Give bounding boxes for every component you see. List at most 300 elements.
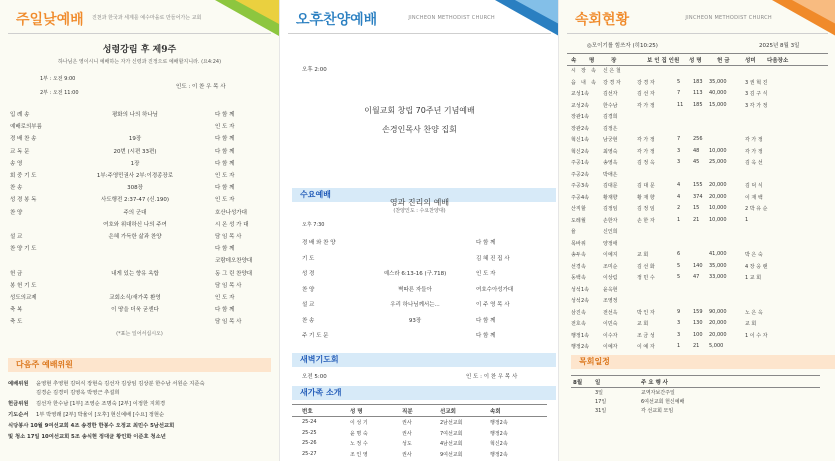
newfamily-row [292,449,547,458]
cell-row [567,111,828,120]
newfamily-cell: 행정2속 [490,451,508,458]
order-label: 송 영 [10,160,23,167]
cell-row-cell: 교성 [571,102,581,109]
wed-label: 주 기 도 문 [302,333,329,339]
order-label: 성 경 봉 독 [10,197,37,204]
newfamily-row [292,417,547,426]
cell-row-cell: 주공 [571,183,581,189]
cell-header-cell: 성미 [745,58,756,64]
cell-row [567,261,828,270]
order-content: 평화의 나의 하나님 [111,112,158,118]
order-row [0,303,279,315]
schedule-row [571,387,820,396]
verse-text: 하나님은 영이시니 예배하는 자가 신령과 진정으로 예배할지니라. (요4:24) [57,59,222,65]
cell-row-cell: 박 은 숙 [745,252,763,258]
cell-title: 속회현황 [575,12,630,28]
cell-row-cell: 45 [693,159,700,165]
cell-row-cell: 각 가 정 [637,102,655,109]
wed-row [280,252,559,264]
cell-row-cell: 속 [591,79,596,86]
cell-row-cell: 1속 [581,160,590,166]
order-row [0,254,279,266]
order-label: 찬 양 기 도 [10,246,37,253]
cell-row-cell: 손 한 자 [637,217,655,224]
church-name: JINCHEON METHODIST CHURCH [408,15,495,21]
cell-row-cell: 159 [693,308,703,315]
cell-row-cell: 2속 [581,298,590,304]
cell-row-cell: 내 [581,79,586,86]
cell-row-cell: 140 [693,262,703,269]
cell-row-cell: 이예지 [603,252,618,258]
prayer-row-1: 1부 박영래 [2부] 박율이 [오후] 현신예배 [수요] 정현순 [36,412,165,418]
cell-row-cell: 3속 [581,183,590,189]
order-who: 코람데오찬양대 [215,258,253,265]
wed-content: 예스라 6:13-16 (구.718) [383,271,447,277]
cell-row [567,180,828,189]
cell-row-cell: 김선자 [603,91,618,97]
newfamily-cell: 윤 명 숙 [350,430,368,437]
newfamily-cell: 25-25 [302,429,317,436]
wed-row [280,298,559,310]
cell-row-cell: 35,000 [709,78,727,85]
wed-label: 찬 송 [302,317,315,324]
cell-row-cell: 15,000 [709,101,727,108]
wed-content: 93장 [408,317,422,324]
cell-row-cell: 최영숙 [603,148,618,155]
cell-row-cell: 주공 [571,171,581,178]
cell-row-cell: 속 [581,263,586,270]
header-divider [288,33,551,34]
cell-header-cell: 헌 금 [717,58,730,64]
offering-label: 헌금위원 [8,401,29,407]
cell-row-cell: 전호 [571,321,581,327]
cell-row-cell: 윤옥현 [603,286,618,293]
order-label: 찬 송 [10,185,23,192]
prayer-row-2: 식당봉사 10월 9여선교회 4조 송경한 한봉수 오정교 최민수 5남선교회 [8,423,175,429]
cell-row-cell: 위 [581,240,586,247]
cell-row-cell: 이 예 자 [637,344,655,350]
cell-row-cell: 40,000 [709,90,727,96]
evening-service-panel [279,0,559,461]
cell-row-cell: 속 [581,252,586,258]
cell-row-cell: 2속 [581,344,590,350]
schedule-header-cell: 8월 [573,380,583,386]
order-row [0,157,279,169]
cell-row-cell: 3 권 혁 진 [745,79,768,86]
cell-row-cell: 교 회 [637,252,649,258]
cell-row-cell: 3 김 구 식 [745,91,768,97]
newfamily-cell: 성도 [402,441,412,447]
newfamily-header [292,404,547,417]
cell-row-cell: 이상림 [603,275,618,281]
offering-committee: 김선자 한수남 [1부] 조영순 조명숙 [2부] 이정한 지희경 [36,401,166,407]
wed-content: 벽따른 자들아 [398,286,432,293]
cell-row-cell: 3 [677,159,681,165]
worship-committee-2: 김경순 김경미 김영옥 박영근 추설희 [36,390,120,396]
order-content: 308장 [127,185,143,192]
cell-row-cell: 4 [677,193,681,200]
order-who: 다 함 께 [215,136,235,143]
order-label: 축 복 [10,307,23,314]
newfamily-cell: 행정2속 [490,430,508,437]
newfamily-cell: 혁신2속 [490,441,508,447]
order-content: 교회소식/새가족 환영 [109,295,161,301]
cell-row-cell: 7 [677,90,681,96]
cell-row-cell: 1 교 회 [745,275,762,281]
evening-time: 오후 2:00 [302,67,327,73]
order-content: 내게 있는 향유 옥합 [111,270,159,277]
church-name: JINCHEON METHODIST CHURCH [685,15,772,21]
cell-row-cell: 조영정 [603,298,618,304]
schedule-row [571,396,820,405]
order-row [0,108,279,120]
cell-row [567,203,828,212]
cell-row-cell: 각 가 정 [637,148,655,155]
schedule-cell: 각 선교회 모임 [641,408,674,414]
wednesday-section-title: 수요예배 [292,188,556,202]
cell-row-cell: 이민숙 [603,321,618,327]
cell-row [567,146,828,155]
cell-row-cell: 5 [677,78,681,85]
worship-committee-label: 예배위원 [8,381,29,387]
order-row [0,267,279,279]
order-row [0,169,279,181]
order-label: 봉 헌 기 도 [10,282,37,289]
cell-row-cell: 35,000 [709,262,727,269]
cell-row-cell: 강 경 자 [637,79,655,86]
newfamily-cell: 권사 [402,451,412,458]
cell-row [567,318,828,327]
prayer-order-label: 기도순서 [8,412,29,418]
sunday-service-panel [0,0,279,461]
order-who: 다 함 께 [215,160,235,167]
cell-row-cell: 할 [581,206,586,212]
schedule-cell: 17일 [595,399,607,405]
cell-row-cell: 신인희 [603,229,618,235]
cell-row-cell: 1속 [581,114,590,120]
cell-row-cell: 김 덕 식 [745,183,763,189]
standing-note: (*표는 일어서십시오) [116,331,163,337]
order-who: 인 도 자 [215,197,235,204]
cell-row-cell: 1속 [581,91,590,97]
order-content: 여호와 위대하신 나의 주여 [103,221,167,228]
schedule-section-title: 목회일정 [571,355,835,369]
schedule-header-cell: 주 요 행 사 [641,380,668,386]
order-row [0,193,279,205]
sunday-subtitle: 진천과 한국과 세계를 예수마을로 만들어가는 교회 [92,15,202,21]
order-who: 다 함 께 [215,148,235,155]
cell-row-cell: 47 [693,274,700,280]
wed-who: 다 함 께 [476,317,496,324]
cell-row-cell: 송두 [571,252,581,258]
order-who: 담 임 목 사 [215,319,242,326]
cell-header-cell: 명 [589,58,595,64]
schedule-cell: 교역자보간주일 [641,390,675,396]
cell-row-cell: 산직 [571,206,581,212]
service-time-2: 2부 : 오전 11:00 [40,90,79,96]
cell-row-cell: 1 [745,216,749,223]
cell-row-cell: 주공 [571,194,581,201]
cell-row-cell: 김정임 [603,206,618,212]
cell-header-cell: 장 [611,58,617,64]
cell-row [567,123,828,132]
cell-row [567,134,828,143]
order-who: 인 도 자 [215,173,235,179]
cell-row-cell: 이 재 백 [745,194,763,201]
cell-row-cell: 2속 [581,148,590,155]
cell-row-cell: 노 은 옥 [745,309,763,316]
order-row [0,242,279,254]
order-row [0,206,279,218]
wed-who: 여호수아성가대 [476,286,514,293]
cell-row-cell: 율 [571,229,576,235]
cell-row-cell: 속 [591,68,596,74]
cell-row-cell: 9 [677,308,681,315]
newfamily-cell: 25-27 [302,450,317,457]
newfamily-cell: 이 성 기 [350,420,368,426]
cell-row-cell: 정 민 수 [637,275,655,281]
corner-decoration-icon [495,0,559,36]
cell-row-cell: 113 [693,90,703,96]
cell-row-cell: 3 각 가 정 [745,102,768,109]
cell-row-cell: 각 가 정 [637,137,655,143]
cell-row [567,307,828,316]
order-who: 인 도 자 [215,295,235,301]
cell-row-cell: 5 [677,262,681,269]
newfamily-header-cell: 번호 [302,409,313,415]
cell-row-cell: 혁신 [571,148,581,155]
cell-row [567,215,828,224]
cell-row-cell: 김대문 [603,183,618,189]
order-content: 1부:주영민권사 2부:이경종장로 [96,173,174,179]
cell-row-cell: 1 [677,216,681,223]
cell-row [567,88,828,97]
cell-row [567,192,828,201]
newfamily-cell: 권사 [402,430,412,437]
cell-row [567,100,828,109]
cell-row-cell: 130 [693,320,703,326]
newfamily-header-cell: 속회 [490,409,501,415]
order-label: 설 교 [10,234,23,240]
report-date: 2025년 8월 3일 [759,43,800,49]
newfamily-cell: 권사 [402,420,412,426]
wed-who: 다 함 께 [476,333,496,339]
service-leader: 인도 : 이 찬 우 목 사 [176,84,226,90]
wed-label: 설 교 [302,302,315,308]
cell-row-cell: 2속 [581,125,590,132]
wed-who: 김 혜 진 집 사 [476,255,510,262]
wed-label: 경 배 와 찬 양 [302,240,336,246]
newfamily-cell: 조 인 영 [350,451,368,458]
newfamily-cell: 7여선교회 [440,430,463,437]
dawn-time: 오전 5:00 [302,374,327,380]
cell-row [567,295,828,304]
wed-row [280,236,559,248]
cell-row-cell: 교 회 [745,321,757,327]
cell-row-cell: 183 [693,78,703,85]
wed-label: 성 경 [302,271,315,277]
cell-row-cell: 장관 [571,114,581,120]
order-content: 20번 (시편 33편) [113,148,157,155]
newfamily-cell: 2남선교회 [440,420,463,426]
order-label: 교 독 문 [10,148,30,155]
cell-row-cell: 손한자 [603,217,618,224]
cell-row-cell: 5 [677,274,681,280]
wed-who: 이 주 영 목 사 [476,302,510,308]
cell-row-cell: 3 [677,320,681,326]
cell-row-cell: 행정 [571,332,581,339]
cell-row-cell: 김정은 [603,125,618,132]
cell-row-cell: 1속 [581,286,590,293]
wed-label: 기 도 [302,255,315,262]
newfamily-header-cell: 성 명 [350,409,363,415]
evening-title: 오후찬양예배 [296,12,378,28]
cell-row-cell: 10,000 [709,205,727,211]
order-label: 찬 양 [10,209,23,216]
cell-header-cell: 보 인 집 인원 [647,58,680,64]
cell-row-cell: 김경희 [603,114,618,120]
cell-row-cell: 삼진 [571,309,581,316]
next-week-section-title: 다음주 예배위원 [8,358,271,372]
order-content: 1장 [130,160,140,167]
order-who: 호산나성가대 [215,209,247,216]
cell-row [567,341,828,350]
cell-row-cell: 21 [693,343,700,349]
order-who: 인 도 자 [215,124,235,131]
cell-row-cell: 각 가 정 [745,148,763,155]
wed-row [280,329,559,341]
dawn-leader: 인 도 : 이 찬 우 목 사 [466,374,518,380]
cell-row-cell: 교성 [571,91,581,97]
schedule-cell: 6여선교회 헌신예배 [641,399,685,405]
cell-row-cell: 김 정 임 [637,206,655,212]
cell-row-cell: 각 가 정 [745,137,763,143]
order-who: 다 함 께 [215,307,235,314]
cell-row [567,238,828,247]
newfamily-header-cell: 선교회 [440,409,456,415]
schedule-cell: 3일 [595,390,604,396]
order-who: 담 임 목 사 [215,234,242,240]
service-time-1: 1부 : 오전 9:00 [40,76,76,82]
cell-row-cell: 1 [677,343,681,349]
cell-row-cell: 10,000 [709,216,727,223]
order-row [0,230,279,242]
order-label: 예배로의부름 [10,124,42,131]
order-row [0,315,279,327]
sermon-week-title: 성령강림 후 제9주 [102,45,177,55]
schedule-row [571,405,820,414]
corner-decoration-icon [215,0,279,36]
cell-row-cell: 김 선 화 [637,263,655,270]
sunday-header [0,0,279,37]
schedule-header-cell: 일 [595,380,601,386]
cell-row-cell: 황 재 향 [637,194,655,201]
cell-row-cell: 강 경 자 [603,79,621,86]
wed-who: 다 함 께 [476,240,496,246]
order-row [0,291,279,303]
wed-content: 우리 하나님께서는... [390,302,440,308]
cell-row [567,330,828,339]
order-label: 축 도 [10,319,23,326]
cell-row-cell: 읍 [571,79,576,86]
wed-row [280,283,559,295]
cell-row-cell: 20,000 [709,193,727,200]
cell-row-cell: 월 [581,217,586,224]
newfamily-cell: 4남선교회 [440,441,463,447]
order-row [0,132,279,144]
cell-row-cell: 20,000 [709,320,727,326]
cell-row-cell: 속 [581,309,586,316]
cell-row-cell: 48 [693,147,700,154]
order-label: 헌 금 [10,270,23,277]
order-who: 시 온 성 가 대 [215,221,249,228]
cell-row-cell: 1속 [581,332,590,339]
event-line-1: 이월교회 창립 70주년 기념예배 [364,106,475,115]
newfamily-cell: 25-26 [302,440,317,446]
cell-row-cell: 성석 [571,298,581,304]
cell-row-cell: 3 [677,331,681,338]
cell-row [567,77,828,86]
order-row [0,181,279,193]
newfamily-cell: 9여선교회 [440,451,463,458]
order-content: 19장 [128,136,142,143]
newfamily-row [292,428,547,437]
cell-row-cell: 주공 [571,160,581,166]
cell-row-cell: 4속 [581,194,590,201]
cell-row-cell: 15 [693,205,700,211]
cell-row-cell: 20,000 [709,182,727,188]
order-row [0,279,279,291]
cell-header [559,0,835,37]
order-content: 은혜 가득한 삶과 찬양 [108,234,162,240]
cell-row-cell: 4 [677,182,681,188]
wed-row [280,314,559,326]
cell-row-cell: 양정애 [603,240,618,247]
cell-report-panel [558,0,835,461]
cell-row-cell: 속 [581,321,586,327]
order-who: 동 그 린 찬양대 [215,270,253,277]
cell-row-cell: 이예자 [603,344,618,350]
order-who: 다 함 께 [215,112,235,118]
order-row [0,145,279,157]
cell-row-cell: 1속 [581,137,590,143]
cell-header-cell: 다음장소 [767,58,789,64]
cell-row [567,249,828,258]
cell-row-cell: 3 [677,147,681,154]
cell-row-cell: 김 대 문 [637,183,655,189]
cell-row-cell: 속 [581,275,586,281]
cell-row-cell: 김 정 옥 [637,160,655,166]
prayer-row-3: 및 청소 17일 10여선교회 5조 송식현 정대균 황인화 이준호 청소년 [8,434,166,440]
cell-row [567,157,828,166]
cell-row-cell: 조 금 성 [637,332,655,339]
handwritten-title: 영과 진리의 예배 [389,198,450,207]
cell-row-cell: 조미순 [603,263,618,270]
cell-row-cell: 도레 [571,217,581,224]
cell-row [567,169,828,178]
order-who: 다 함 께 [215,185,235,192]
cell-row-cell: 행정 [571,344,581,350]
header-divider [8,33,271,34]
cell-row-cell: 2속 [581,102,590,109]
order-content: 주의 군대 [123,209,147,216]
cell-row-cell: 33,000 [709,274,727,280]
order-label: 경 배 찬 송 [10,136,37,143]
cell-row-cell: 4 장 응 랜 [745,263,768,270]
cell-header-cell: 속 [571,58,577,64]
sunday-title: 주일낮예배 [16,12,84,28]
scripture-note: ◎모이기를 힘쓰자 (히10:25) [587,43,658,49]
